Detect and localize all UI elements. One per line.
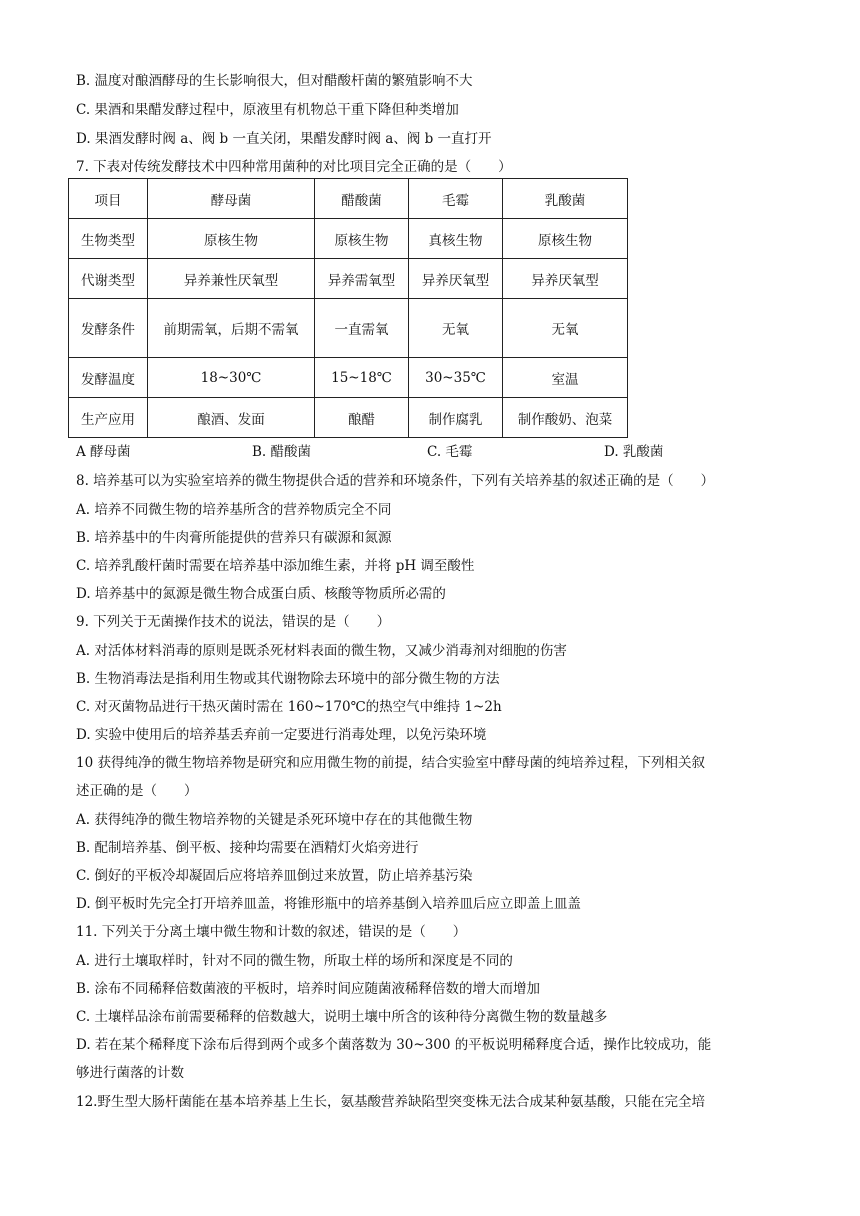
q8-option-d: D. 培养基中的氮源是微生物合成蛋白质、核酸等物质所必需的 (76, 586, 446, 602)
table-cell: 真核生物 (409, 219, 503, 259)
table-header-cell: 乳酸菌 (503, 179, 628, 219)
table-row (69, 398, 628, 438)
table-cell: 酿醋 (315, 398, 409, 438)
q7-option-d: D. 乳酸菌 (604, 444, 664, 460)
q8-stem: 8. 培养基可以为实验室培养的微生物提供合适的营养和环境条件，下列有关培养基的叙述正确的是（ ） (76, 473, 715, 489)
q9-stem: 9. 下列关于无菌操作技术的说法，错误的是（ ） (76, 614, 391, 630)
table-cell: 异养兼性厌氧型 (148, 259, 315, 299)
table-cell: 酿酒、发面 (148, 398, 315, 438)
q6-option-d: D. 果酒发酵时阀 a、阀 b 一直关闭，果醋发酵时阀 a、阀 b 一直打开 (76, 131, 492, 147)
table-cell: 发酵条件 (69, 299, 148, 358)
table-cell: 原核生物 (315, 219, 409, 259)
q7-option-a: A 酵母菌 (76, 444, 131, 460)
q6-option-b: B. 温度对酿酒酵母的生长影响很大，但对醋酸杆菌的繁殖影响不大 (76, 73, 473, 89)
table-header-cell: 酵母菌 (148, 179, 315, 219)
q10-option-b: B. 配制培养基、倒平板、接种均需要在酒精灯火焰旁进行 (76, 840, 419, 856)
q11-option-c: C. 土壤样品涂布前需要稀释的倍数越大，说明土壤中所含的该种待分离微生物的数量越多 (76, 1009, 608, 1025)
table-row (69, 358, 628, 398)
q6-option-c: C. 果酒和果醋发酵过程中，原液里有机物总干重下降但种类增加 (76, 102, 459, 118)
table-cell: 发酵温度 (69, 358, 148, 398)
table-header-cell: 毛霉 (409, 179, 503, 219)
table-row (69, 219, 628, 259)
table-cell: 生产应用 (69, 398, 148, 438)
q9-option-d: D. 实验中使用后的培养基丢弃前一定要进行消毒处理，以免污染环境 (76, 727, 487, 743)
table-cell: 制作酸奶、泡菜 (503, 398, 628, 438)
table-header-row (69, 179, 628, 219)
q12-stem-line1: 12.野生型大肠杆菌能在基本培养基上生长，氨基酸营养缺陷型突变株无法合成某种氨基酸，只能在完全培 (76, 1094, 705, 1110)
table-cell: 原核生物 (503, 219, 628, 259)
q8-option-b: B. 培养基中的牛肉膏所能提供的营养只有碳源和氮源 (76, 530, 392, 546)
q11-option-d-line1: D. 若在某个稀释度下涂布后得到两个或多个菌落数为 30~300 的平板说明稀释度合适，操作比较成功，能 (76, 1037, 712, 1053)
q9-option-c: C. 对灭菌物品进行干热灭菌时需在 160~170℃的热空气中维持 1~2h (76, 699, 502, 715)
table-row (69, 299, 628, 358)
table-header-cell: 项目 (69, 179, 148, 219)
q11-stem: 11. 下列关于分离土壤中微生物和计数的叙述，错误的是（ ） (76, 924, 467, 940)
q11-option-a: A. 进行土壤取样时，针对不同的微生物，所取土样的场所和深度是不同的 (76, 953, 513, 969)
table-cell: 15~18℃ (315, 358, 409, 398)
table-cell: 异养厌氧型 (409, 259, 503, 299)
q7-option-b: B. 醋酸菌 (252, 444, 312, 460)
table-cell: 前期需氧，后期不需氧 (148, 299, 315, 358)
table-cell: 原核生物 (148, 219, 315, 259)
q9-option-b: B. 生物消毒法是指利用生物或其代谢物除去环境中的部分微生物的方法 (76, 671, 500, 687)
table-cell: 18~30℃ (148, 358, 315, 398)
q11-option-d-line2: 够进行菌落的计数 (76, 1065, 184, 1081)
q10-option-c: C. 倒好的平板冷却凝固后应将培养皿倒过来放置，防止培养基污染 (76, 868, 473, 884)
table-cell: 室温 (503, 358, 628, 398)
q8-option-a: A. 培养不同微生物的培养基所含的营养物质完全不同 (76, 502, 392, 518)
table-cell: 代谢类型 (69, 259, 148, 299)
q9-option-a: A. 对活体材料消毒的原则是既杀死材料表面的微生物，又减少消毒剂对细胞的伤害 (76, 643, 567, 659)
table-cell: 异养需氧型 (315, 259, 409, 299)
table-cell: 生物类型 (69, 219, 148, 259)
q7-option-c: C. 毛霉 (427, 444, 473, 460)
q10-stem-line1: 10 获得纯净的微生物培养物是研究和应用微生物的前提，结合实验室中酵母菌的纯培养过程，下列相关叙 (76, 755, 705, 771)
table-cell: 制作腐乳 (409, 398, 503, 438)
table-row (69, 259, 628, 299)
table-cell: 异养厌氧型 (503, 259, 628, 299)
table-cell: 一直需氧 (315, 299, 409, 358)
table-cell: 无氧 (503, 299, 628, 358)
q7-stem: 7. 下表对传统发酵技术中四种常用菌种的对比项目完全正确的是（ ） (76, 159, 512, 175)
q10-option-a: A. 获得纯净的微生物培养物的关键是杀死环境中存在的其他微生物 (76, 812, 473, 828)
table-header-cell: 醋酸菌 (315, 179, 409, 219)
q11-option-b: B. 涂布不同稀释倍数菌液的平板时，培养时间应随菌液稀释倍数的增大而增加 (76, 981, 541, 997)
table-cell: 无氧 (409, 299, 503, 358)
q7-comparison-table (68, 178, 628, 438)
q10-stem-line2: 述正确的是（ ） (76, 783, 198, 799)
q10-option-d: D. 倒平板时先完全打开培养皿盖，将锥形瓶中的培养基倒入培养皿后应立即盖上皿盖 (76, 896, 581, 912)
q8-option-c: C. 培养乳酸杆菌时需要在培养基中添加维生素，并将 pH 调至酸性 (76, 558, 475, 574)
table-cell: 30~35℃ (409, 358, 503, 398)
